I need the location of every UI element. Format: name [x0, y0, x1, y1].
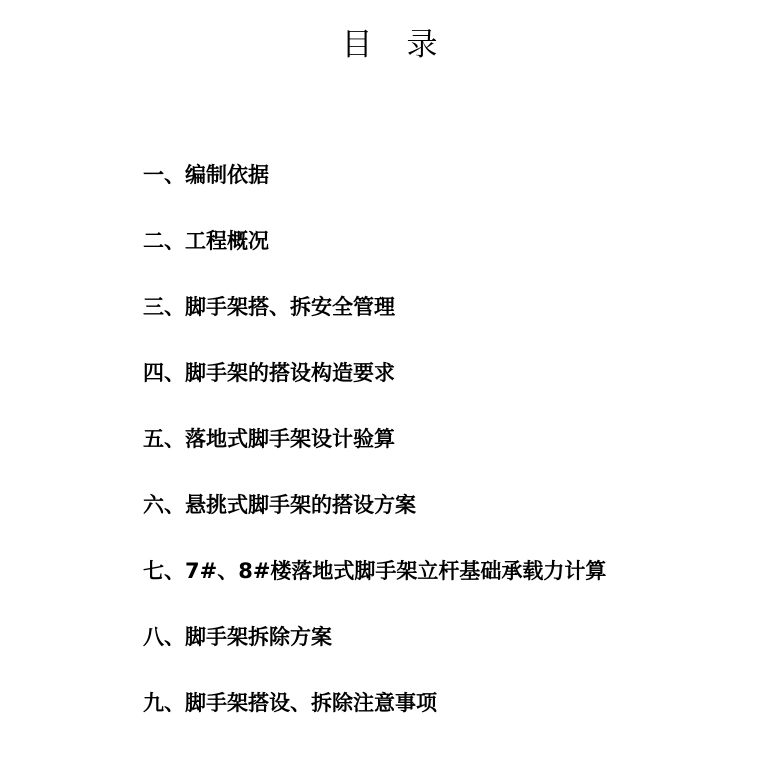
toc-item-6: 六、悬挑式脚手架的搭设方案	[143, 493, 416, 517]
page-title: 目录	[341, 27, 472, 63]
toc-item-5: 五、落地式脚手架设计验算	[143, 427, 395, 451]
toc-item-8: 八、脚手架拆除方案	[143, 625, 332, 649]
toc-item-9: 九、脚手架搭设、拆除注意事项	[143, 691, 437, 715]
toc-item-2: 二、工程概况	[143, 229, 269, 253]
table-of-contents	[143, 152, 606, 746]
toc-item-3: 三、脚手架搭、拆安全管理	[143, 295, 395, 319]
toc-item-1: 一、编制依据	[143, 163, 269, 187]
toc-item-4: 四、脚手架的搭设构造要求	[143, 361, 395, 385]
toc-item-7: 七、7#、8#楼落地式脚手架立杆基础承载力计算	[143, 559, 607, 583]
